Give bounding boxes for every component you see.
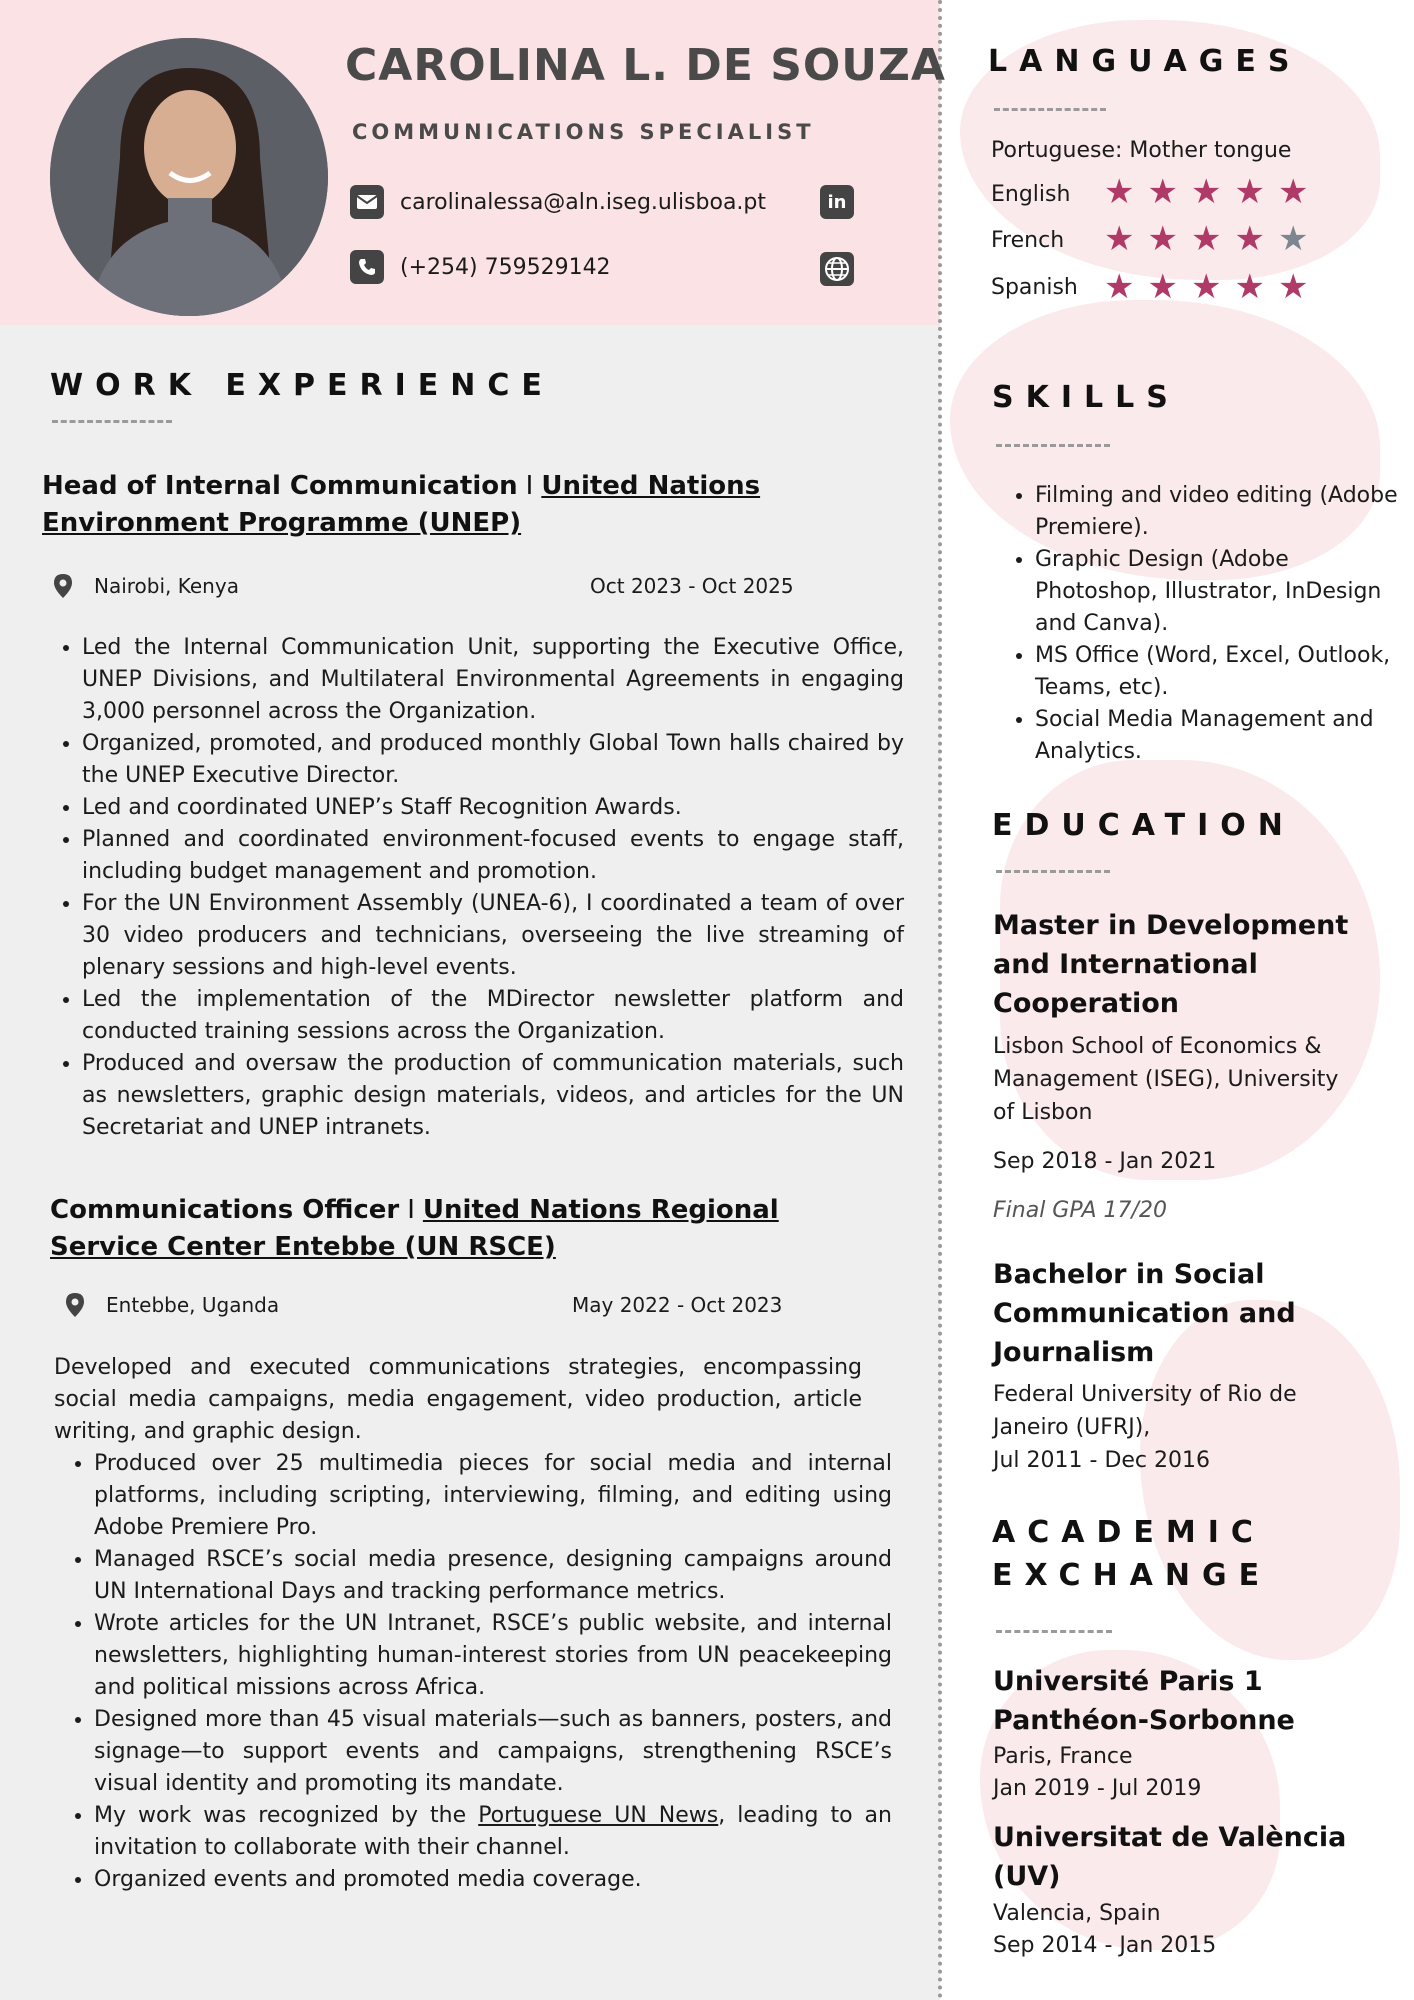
exchange-place: Valencia, Spain xyxy=(993,1901,1161,1926)
list-item: • Wrote articles for the UN Intranet, RSCE’s public website, and internal newsletters, highlighting human-interest stories from UN peacekeeping and political missions across Africa. xyxy=(94,1608,892,1704)
profile-photo xyxy=(50,38,328,316)
star-filled-icon: ★ xyxy=(1234,219,1265,259)
list-item: • Managed RSCE’s social media presence, designing campaigns around UN International Days and tracking performance metrics. xyxy=(94,1544,892,1608)
degree-title: Master in Development and International Cooperation xyxy=(993,910,1349,1019)
degree-school: Federal University of Rio de Janeiro (UFRJ), xyxy=(993,1382,1297,1440)
star-filled-icon: ★ xyxy=(1104,172,1135,212)
exchange-dates: Jan 2019 - Jul 2019 xyxy=(993,1776,1202,1801)
degree-title: Bachelor in Social Communication and Journalism xyxy=(993,1259,1296,1368)
rating-english xyxy=(1104,172,1309,212)
degree-dates: Sep 2018 - Jan 2021 xyxy=(993,1149,1217,1174)
list-item: • Organized events and promoted media coverage. xyxy=(94,1864,892,1896)
list-item: • For the UN Environment Assembly (UNEA-6), I coordinated a team of over 30 video producers and technicians, overseeing the live streaming of plenary sessions and high-level events. xyxy=(82,888,904,984)
degree-school: Lisbon School of Economics & Management (ISEG), University of Lisbon xyxy=(993,1034,1339,1125)
star-filled-icon: ★ xyxy=(1104,267,1135,307)
heading-dots xyxy=(996,444,1110,447)
job-1-heading: Head of Internal Communication I United Nations Environment Programme (UNEP) xyxy=(42,471,761,538)
job-dates: Oct 2023 - Oct 2025 xyxy=(590,574,794,598)
phone-row[interactable] xyxy=(350,250,611,284)
star-filled-icon: ★ xyxy=(1234,267,1265,307)
list-item: • Graphic Design (Adobe Photoshop, Illustrator, InDesign and Canva). xyxy=(1035,544,1414,640)
list-item: • Produced over 25 multimedia pieces for social media and internal platforms, including scripting, interviewing, filming, and editing using Adobe Premiere Pro. xyxy=(94,1448,892,1544)
job-title: COMMUNICATIONS SPECIALIST xyxy=(352,120,815,144)
globe-icon[interactable] xyxy=(820,252,854,286)
star-filled-icon: ★ xyxy=(1277,172,1309,212)
candidate-name: CAROLINA L. DE SOUZA xyxy=(345,40,946,91)
job-1-meta xyxy=(54,574,814,598)
job-org-link[interactable]: United Nations Regional Service Center Entebbe (UN RSCE) xyxy=(50,1195,779,1262)
job-2-intro: Developed and executed communications strategies, encompassing social media campaigns, media engagement, video production, article writing, and graphic design. xyxy=(54,1355,862,1444)
job-location: Nairobi, Kenya xyxy=(94,574,239,598)
location-pin-icon xyxy=(66,1293,84,1317)
job-1-bullets xyxy=(52,632,904,1144)
list-item: • Designed more than 45 visual materials—such as banners, posters, and signage—to support events and campaigns, strengthening RSCE’s visual identity and promoting its mandate. xyxy=(94,1704,892,1800)
education-heading: EDUCATION xyxy=(992,808,1295,843)
portuguese-un-news-link[interactable]: Portuguese UN News xyxy=(478,1803,719,1828)
job-dates: May 2022 - Oct 2023 xyxy=(572,1293,783,1317)
work-experience-heading: WORK EXPERIENCE xyxy=(50,368,554,403)
language-french: French xyxy=(991,228,1065,253)
list-item: • Filming and video editing (Adobe Premiere). xyxy=(1035,480,1414,544)
skills-list xyxy=(995,480,1414,768)
degree-gpa: Final GPA 17/20 xyxy=(993,1198,1167,1223)
star-filled-icon: ★ xyxy=(1234,172,1265,212)
rating-french xyxy=(1104,219,1309,259)
language-english: English xyxy=(991,182,1071,207)
heading-dots xyxy=(994,108,1106,111)
skills-heading: SKILLS xyxy=(992,380,1180,415)
list-item: • Led the implementation of the MDirector newsletter platform and conducted training sessions across the Organization. xyxy=(82,984,904,1048)
rating-spanish xyxy=(1104,267,1309,307)
exchange-dates: Sep 2014 - Jan 2015 xyxy=(993,1933,1217,1958)
email-row[interactable] xyxy=(350,185,766,219)
location-pin-icon xyxy=(54,574,72,598)
job-org-link[interactable]: United Nations Environment Programme (UNEP) xyxy=(42,471,761,538)
list-item: • Organized, promoted, and produced monthly Global Town halls chaired by the UNEP Executive Director. xyxy=(82,728,904,792)
exchange-school: Université Paris 1 Panthéon-Sorbonne xyxy=(993,1666,1295,1736)
job-2-meta xyxy=(66,1293,826,1317)
star-filled-icon: ★ xyxy=(1277,267,1309,307)
star-filled-icon: ★ xyxy=(1190,219,1222,259)
languages-heading: LANGUAGES xyxy=(988,44,1302,79)
list-item: • Social Media Management and Analytics. xyxy=(1035,704,1414,768)
degree-dates: Jul 2011 - Dec 2016 xyxy=(993,1448,1211,1473)
linkedin-icon[interactable]: in xyxy=(820,185,854,219)
heading-dots xyxy=(996,870,1110,873)
email-text[interactable]: carolinalessa@aln.iseg.ulisboa.pt xyxy=(400,189,767,215)
phone-text[interactable]: (+254) 759529142 xyxy=(400,254,611,280)
job-2-heading: Communications Officer I United Nations Regional Service Center Entebbe (UN RSCE) xyxy=(50,1195,779,1262)
job-role: Head of Internal Communication xyxy=(42,471,518,501)
star-empty-icon: ★ xyxy=(1277,219,1309,259)
star-filled-icon: ★ xyxy=(1104,219,1135,259)
list-item: • MS Office (Word, Excel, Outlook, Teams, etc). xyxy=(1035,640,1414,704)
column-divider xyxy=(938,0,942,2000)
phone-icon xyxy=(350,250,384,284)
star-filled-icon: ★ xyxy=(1190,267,1222,307)
star-filled-icon: ★ xyxy=(1190,172,1222,212)
heading-dots xyxy=(996,1630,1112,1633)
list-item: • Led the Internal Communication Unit, supporting the Executive Office, UNEP Divisions, and Multilateral Environmental Agreements in engaging 3,000 personnel across the Organization. xyxy=(82,632,904,728)
email-icon xyxy=(350,185,384,219)
list-item: • Planned and coordinated environment-focused events to engage staff, including budget management and promotion. xyxy=(82,824,904,888)
list-item: • Produced and oversaw the production of communication materials, such as newsletters, graphic design materials, videos, and articles for the UN Secretariat and UNEP intranets. xyxy=(82,1048,904,1144)
job-role: Communications Officer xyxy=(50,1195,400,1225)
job-location: Entebbe, Uganda xyxy=(106,1293,280,1317)
exchange-school: Universitat de València (UV) xyxy=(993,1822,1347,1892)
star-filled-icon: ★ xyxy=(1147,219,1178,259)
heading-dots xyxy=(52,420,172,423)
academic-exchange-heading-2: EXCHANGE xyxy=(992,1558,1272,1593)
exchange-place: Paris, France xyxy=(993,1744,1133,1769)
list-item: • My work was recognized by the Portuguese UN News, leading to an invitation to collaborate with their channel. xyxy=(94,1800,892,1864)
star-filled-icon: ★ xyxy=(1147,172,1178,212)
academic-exchange-heading: ACADEMIC xyxy=(992,1515,1265,1550)
language-spanish: Spanish xyxy=(991,275,1078,300)
list-item: • Led and coordinated UNEP’s Staff Recognition Awards. xyxy=(82,792,904,824)
job-2-bullets xyxy=(64,1448,892,1896)
language-portuguese: Portuguese: Mother tongue xyxy=(991,138,1292,163)
star-filled-icon: ★ xyxy=(1147,267,1178,307)
